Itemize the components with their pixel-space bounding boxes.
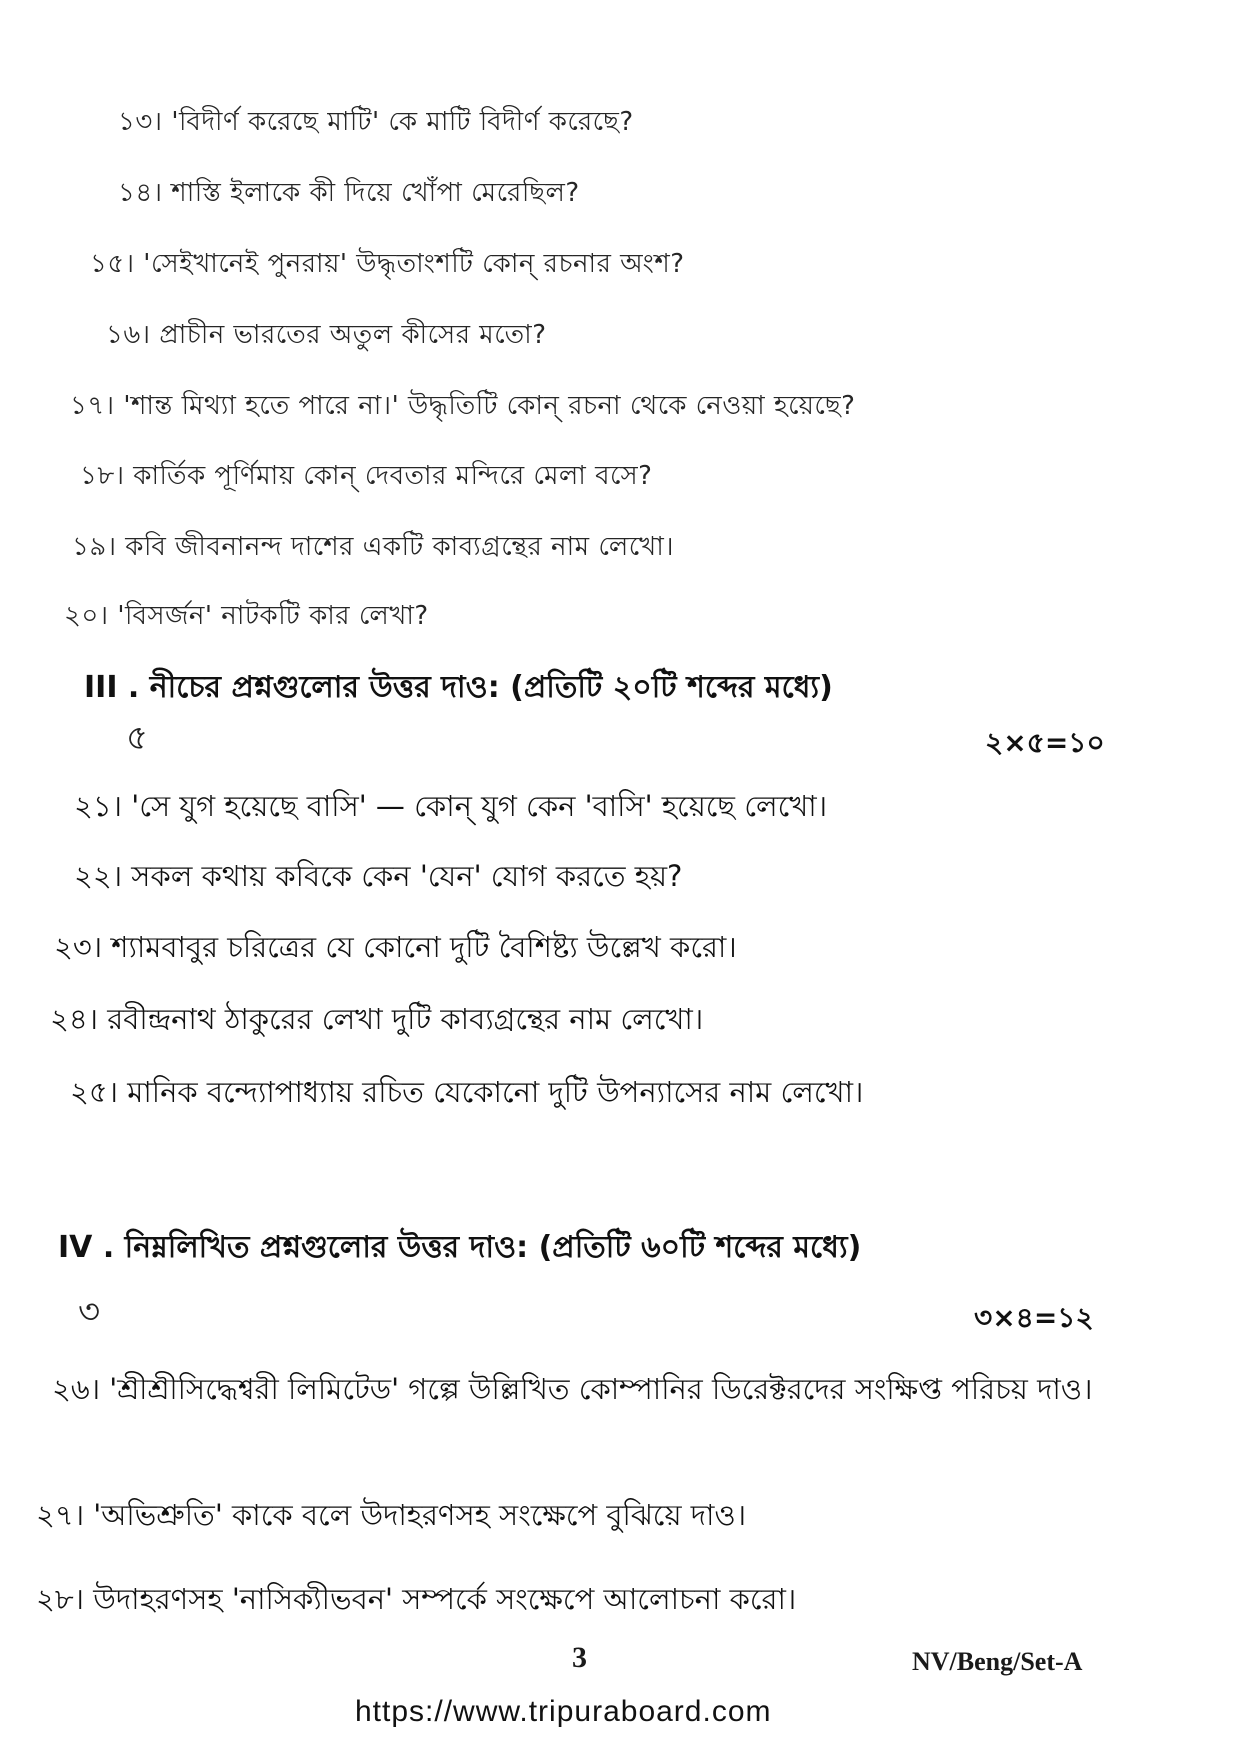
question-20: ২০। 'বিসর্জন' নাটকটি কার লেখা?: [64, 601, 429, 631]
question-25: ২৫। মানিক বন্দ্যোপাধ্যায় রচিত যেকোনো দুটি উপন্যাসের নাম লেখো।: [70, 1075, 864, 1109]
handwritten-mark-section-4: ৩: [78, 1292, 101, 1332]
question-19: ১৯। কবি জীবনানন্দ দাশের একটি কাব্যগ্রন্থের নাম লেখো।: [72, 532, 675, 562]
question-16: ১৬। প্রাচীন ভারতের অতুল কীসের মতো?: [106, 320, 547, 350]
section-3-marks: ২×৫=১০: [985, 726, 1105, 759]
section-3-heading: III . নীচের প্রশ্নগুলোর উত্তর দাও: (প্রতিটি ২০টি শব্দের মধ্যে): [84, 670, 833, 705]
question-18: ১৮। কার্তিক পূর্ণিমায় কোন্ দেবতার মন্দিরে মেলা বসে?: [80, 461, 653, 491]
question-26: ২৬। 'শ্রীশ্রীসিদ্ধেশ্বরী লিমিটেড' গল্পে উল্লিখিত কোম্পানির ডিরেক্টরদের সংক্ষিপ্ত পরিচয় দাও।: [52, 1372, 1093, 1406]
page-number: 3: [572, 1641, 587, 1674]
website-watermark: https://www.tripuraboard.com: [355, 1695, 772, 1728]
question-24: ২৪। রবীন্দ্রনাথ ঠাকুরের লেখা দুটি কাব্যগ্রন্থের নাম লেখো।: [50, 1002, 704, 1036]
question-21: ২১। 'সে যুগ হয়েছে বাসি' — কোন্ যুগ কেন 'বাসি' হয়েছে লেখো।: [74, 789, 828, 823]
section-4-heading: IV . নিম্নলিখিত প্রশ্নগুলোর উত্তর দাও: (প্রতিটি ৬০টি শব্দের মধ্যে): [58, 1230, 862, 1265]
question-28: ২৮। উদাহরণসহ 'নাসিক্যীভবন' সম্পর্কে সংক্ষেপে আলোচনা করো।: [36, 1582, 797, 1616]
question-22: ২২। সকল কথায় কবিকে কেন 'যেন' যোগ করতে হয়?: [74, 859, 683, 893]
question-15: ১৫। 'সেইখানেই পুনরায়' উদ্ধৃতাংশটি কোন্ রচনার অংশ?: [90, 249, 685, 279]
question-14: ১৪। শাস্তি ইলাকে কী দিয়ে খোঁপা মেরেছিল?: [118, 178, 580, 208]
section-4-marks: ৩×৪=১২: [974, 1301, 1094, 1334]
question-13: ১৩। 'বিদীর্ণ করেছে মাটি' কে মাটি বিদীর্ণ করেছে?: [118, 107, 634, 137]
question-23: ২৩। শ্যামবাবুর চরিত্রের যে কোনো দুটি বৈশিষ্ট্য উল্লেখ করো।: [54, 930, 737, 964]
question-27: ২৭। 'অভিশ্রুতি' কাকে বলে উদাহরণসহ সংক্ষেপে বুঝিয়ে দাও।: [36, 1498, 747, 1532]
handwritten-mark-section-3: ৫: [126, 718, 149, 758]
set-code: NV/Beng/Set-A: [912, 1647, 1083, 1676]
question-17: ১৭। 'শান্ত মিথ্যা হতে পারে না।' উদ্ধৃতিটি কোন্ রচনা থেকে নেওয়া হয়েছে?: [70, 391, 856, 421]
